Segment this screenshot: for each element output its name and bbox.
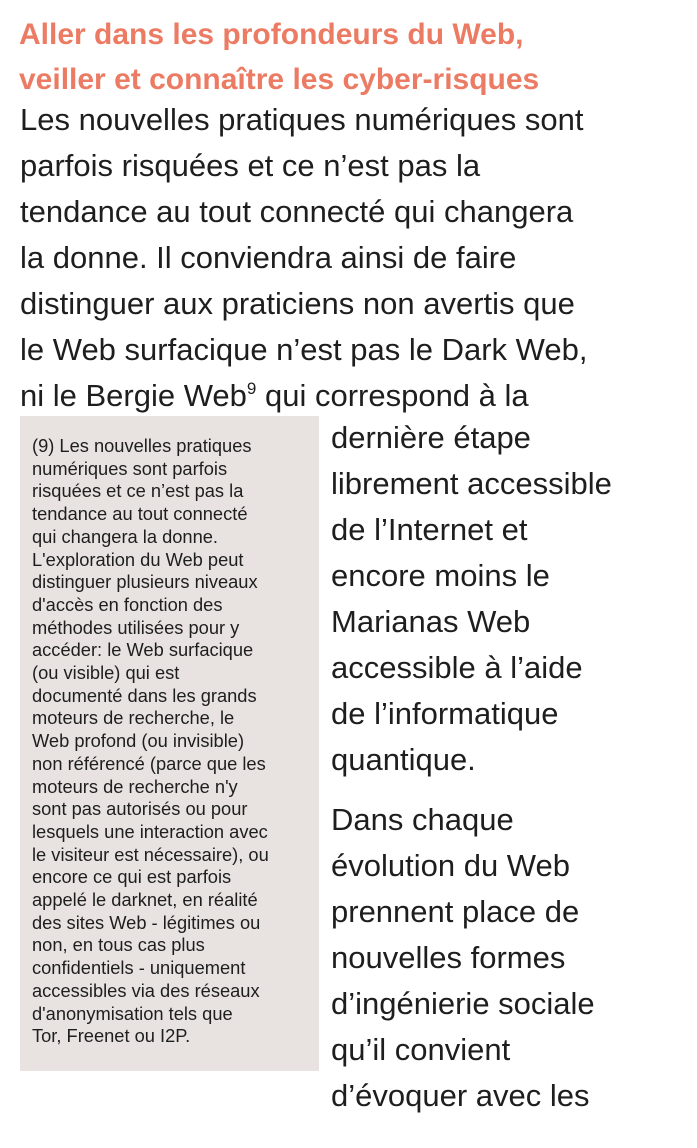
footnote-line: des sites Web - légitimes ou: [32, 911, 261, 933]
paragraph-line: quantique.: [331, 742, 476, 777]
footnote-line: non, en tous cas plus: [32, 934, 205, 956]
paragraph-line: Dans chaque: [331, 802, 514, 837]
paragraph-line: le Web surfacique n’est pas le Dark Web,: [20, 332, 588, 367]
footnote-line: sont pas autorisés ou pour: [32, 798, 248, 820]
footnote-line: L'exploration du Web peut: [32, 548, 244, 570]
footnote-line: appelé le darknet, en réalité: [32, 889, 258, 911]
paragraph-line: tendance au tout connecté qui changera: [20, 194, 574, 229]
footnote-line: Web profond (ou invisible): [32, 730, 245, 752]
footnote-reference: 9: [246, 379, 257, 398]
section-heading: [19, 12, 539, 102]
footnote-line: moteurs de recherche n'y: [32, 775, 238, 797]
footnote-line: d'accès en fonction des: [32, 593, 223, 615]
footnote-line: (9) Les nouvelles pratiques: [32, 435, 252, 456]
footnote-line: confidentiels - uniquement: [32, 957, 246, 979]
paragraph-line: prennent place de: [331, 894, 580, 929]
footnote-box: [20, 416, 319, 1071]
paragraph-line: de l’informatique: [331, 696, 559, 731]
paragraph-line: parfois risquées et ce n’est pas la: [20, 148, 481, 183]
paragraph-line: Les nouvelles pratiques numériques sont: [20, 102, 584, 137]
paragraph-line: distinguer aux praticiens non avertis que: [20, 286, 575, 321]
paragraph-line: évolution du Web: [331, 848, 570, 883]
paragraph-line: librement accessible: [331, 466, 612, 501]
right-column-paragraph-1: [331, 415, 612, 783]
footnote-line: risquées et ce n’est pas la: [32, 480, 244, 502]
footnote-line: le visiteur est nécessaire), ou: [32, 843, 269, 865]
footnote-line: non référencé (parce que les: [32, 752, 266, 774]
footnote-line: (ou visible) qui est: [32, 662, 180, 684]
paragraph-line: Marianas Web: [331, 604, 531, 639]
paragraph-line-text: ni le Bergie Web: [20, 378, 247, 413]
footnote-line: d'anonymisation tels que: [32, 1002, 233, 1024]
paragraph-line: d’ingénierie sociale: [331, 986, 595, 1021]
intro-paragraph: [20, 97, 587, 419]
right-column-paragraph-2: [331, 797, 595, 1119]
paragraph-line: d’évoquer avec les: [331, 1078, 590, 1113]
footnote-line: documenté dans les grands: [32, 684, 257, 706]
footnote-line: méthodes utilisées pour y: [32, 616, 240, 638]
heading-line: veiller et connaître les cyber-risques: [19, 63, 540, 96]
paragraph-line: la donne. Il conviendra ainsi de faire: [20, 240, 517, 275]
footnote-line: Tor, Freenet ou I2P.: [32, 1025, 191, 1047]
footnote-line: accéder: le Web surfacique: [32, 639, 254, 661]
footnote-line: tendance au tout connecté: [32, 503, 248, 525]
paragraph-line: [20, 373, 587, 419]
heading-line: Aller dans les profondeurs du Web,: [19, 18, 524, 51]
paragraph-line: de l’Internet et: [331, 512, 528, 547]
footnote-line: moteurs de recherche, le: [32, 707, 235, 729]
footnote-line: accessibles via des réseaux: [32, 979, 260, 1001]
paragraph-line: qu’il convient: [331, 1032, 511, 1067]
footnote-line: qui changera la donne.: [32, 525, 219, 547]
footnote-line: distinguer plusieurs niveaux: [32, 571, 258, 593]
paragraph-line: dernière étape: [331, 420, 531, 455]
footnote-line: encore ce qui est parfois: [32, 866, 232, 888]
paragraph-line-text: qui correspond à la: [256, 378, 529, 413]
footnote-line: lesquels une interaction avec: [32, 820, 268, 842]
paragraph-line: encore moins le: [331, 558, 550, 593]
footnote-line: numériques sont parfois: [32, 457, 228, 479]
paragraph-line: nouvelles formes: [331, 940, 566, 975]
paragraph-line: accessible à l’aide: [331, 650, 583, 685]
